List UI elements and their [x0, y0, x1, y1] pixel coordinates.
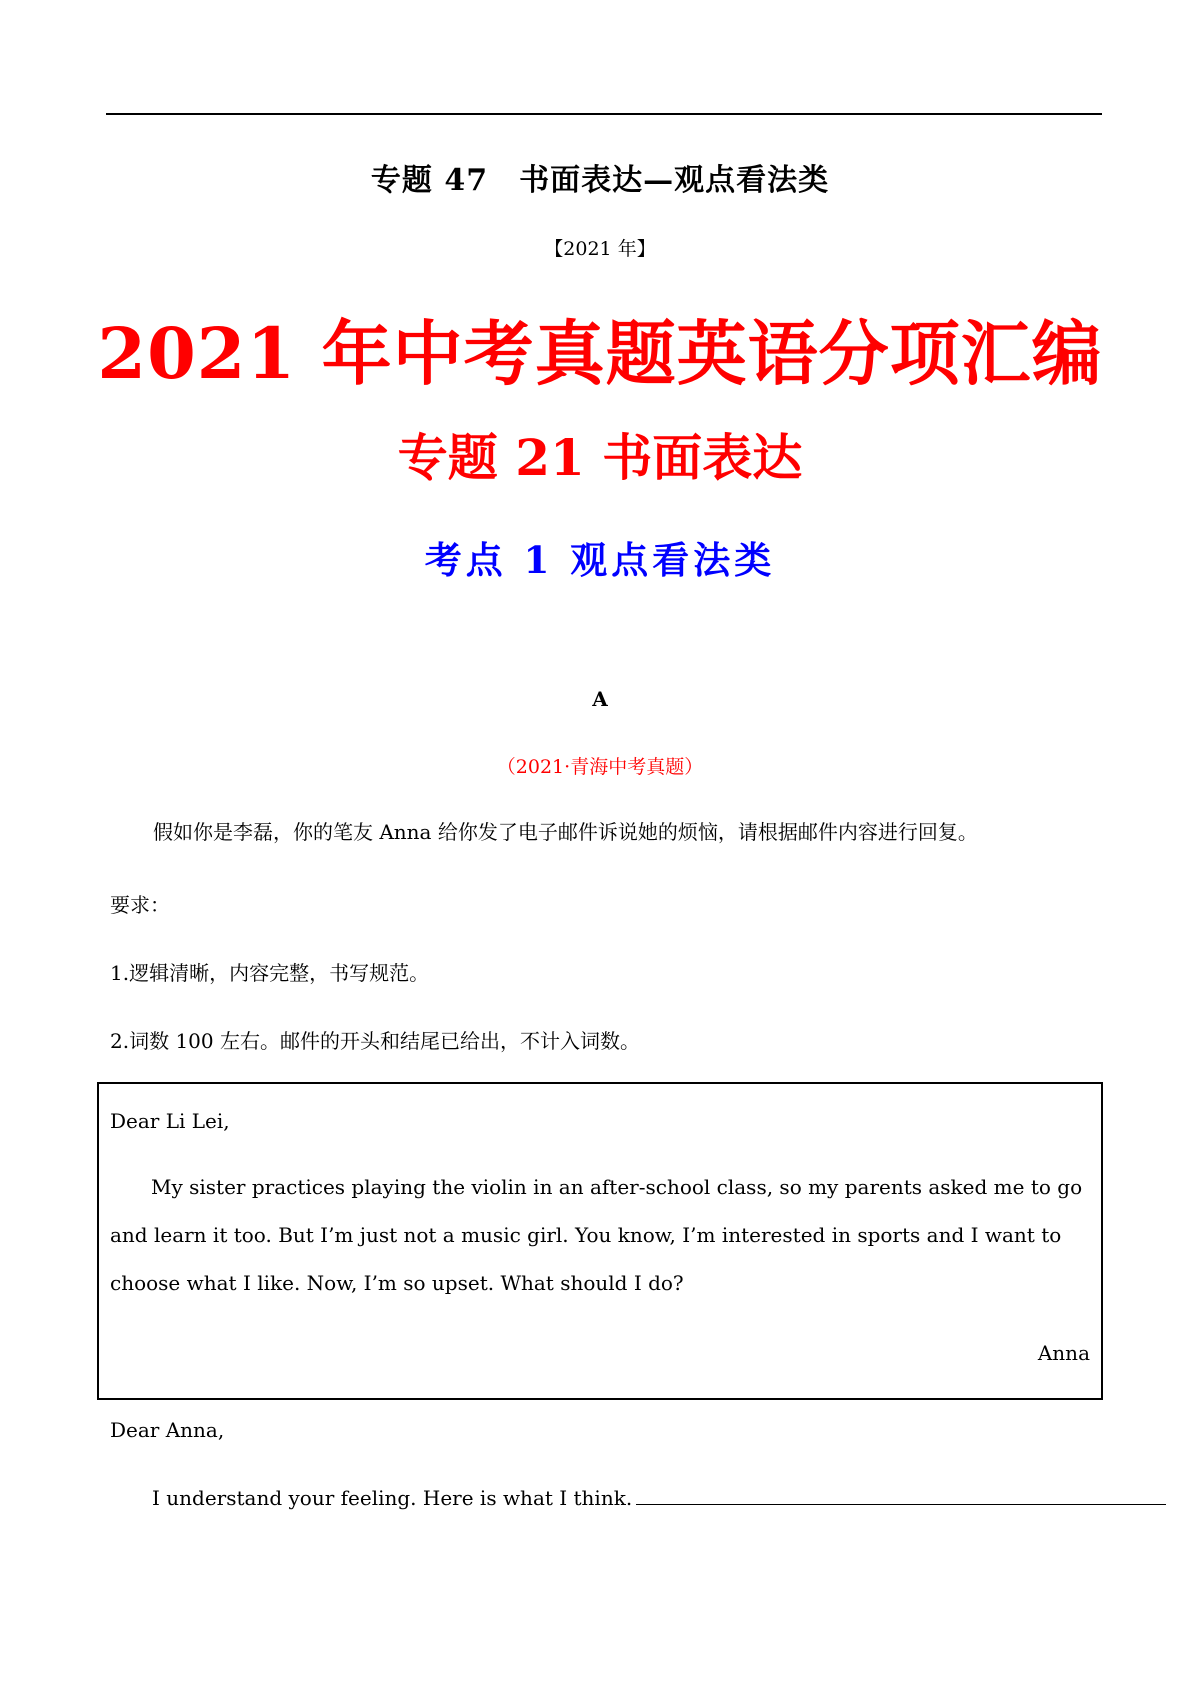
point-title: 考点 1 观点看法类 — [424, 538, 776, 582]
reply-opening-line — [152, 1484, 1166, 1512]
requirements-label: 要求： — [110, 893, 170, 917]
email-body: My sister practices playing the violin in an after-school class, so my parents asked me to go and learn it too. But I’m just not a music girl. You know, I’m interested in sports and I want to choose what I like. Now, I’m so upset. What should I do? — [110, 1175, 1083, 1295]
header-rule — [106, 113, 1102, 115]
answer-blank[interactable] — [636, 1486, 1166, 1505]
reply-greeting: Dear Anna, — [110, 1418, 225, 1442]
email-greeting: Dear Li Lei, — [110, 1109, 230, 1133]
requirement-2: 2.词数 100 左右。邮件的开头和结尾已给出，不计入词数。 — [110, 1029, 640, 1053]
reply-opening: I understand your feeling. Here is what I think. — [152, 1486, 633, 1510]
main-title: 2021 年中考真题英语分项汇编 — [97, 312, 1103, 395]
section-letter: A — [592, 687, 608, 711]
year-tag: 【2021 年】 — [544, 238, 656, 260]
email-box — [97, 1082, 1103, 1400]
sub-title: 专题 21 书面表达 — [397, 428, 803, 487]
task-intro: 假如你是李磊，你的笔友 Anna 给你发了电子邮件诉说她的烦恼，请根据邮件内容进行回复。 — [153, 820, 978, 844]
requirement-1: 1.逻辑清晰，内容完整，书写规范。 — [110, 961, 430, 985]
header-title: 专题 47 书面表达—观点看法类 — [370, 163, 830, 198]
email-signature: Anna — [1037, 1341, 1090, 1365]
question-source: （2021·青海中考真题） — [496, 756, 704, 778]
